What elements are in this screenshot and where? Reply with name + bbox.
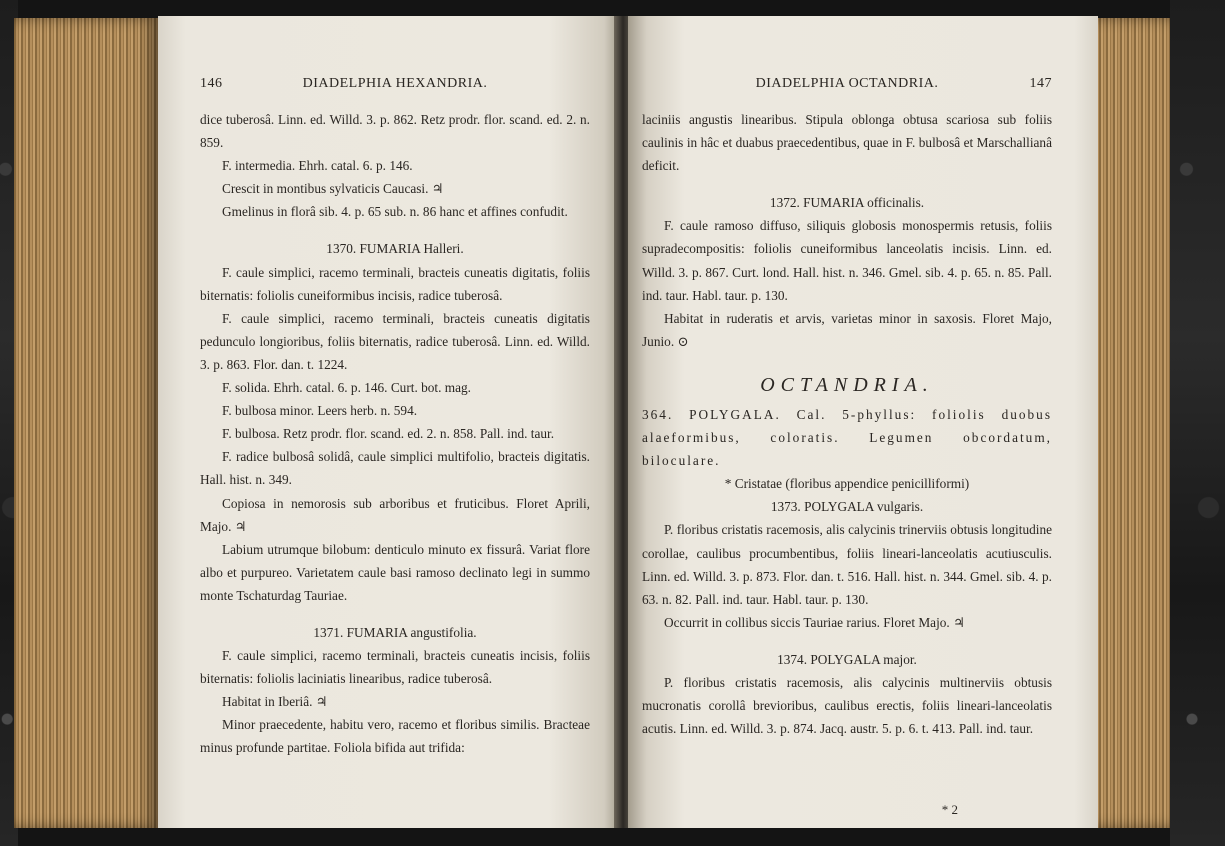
entry-heading: 1371. FUMARIA angustifolia. <box>313 624 477 640</box>
entry-heading: 1374. POLYGALA major. <box>777 651 917 667</box>
page-edges-left <box>14 18 160 828</box>
paragraph: dice tuberosâ. Linn. ed. Willd. 3. p. 862. Retz prodr. flor. scand. ed. 2. n. 859. <box>200 112 590 151</box>
paragraph: Habitat in ruderatis et arvis, varietas minor in saxosis. Floret Majo, Junio. ⊙ <box>642 310 1052 349</box>
left-page <box>158 16 618 828</box>
section-heading: OCTANDRIA. <box>760 373 934 396</box>
left-page-text <box>200 108 590 760</box>
paragraph: Copiosa in nemorosis sub arboribus et fruticibus. Floret Aprili, Majo. ♃ <box>200 495 590 534</box>
entry-heading: 1373. POLYGALA vulgaris. <box>770 499 924 515</box>
running-head: DIADELPHIA OCTANDRIA. <box>755 76 939 91</box>
paragraph: P. floribus cristatis racemosis, alis calycinis multinerviis obtusis mucronatis corollâ brevioribus, caulibus erectis, foliis lineari-lanceolatis acutis. Linn. ed. Willd. 3. p. 874. Jacq. austr. 5. p. 6. t. 413. Pall. ind. taur. <box>642 674 1052 737</box>
paragraph-gap <box>642 634 1052 648</box>
paragraph: Labium utrumque bilobum: denticulo minuto ex fissurâ. Variat flore albo et purpureo. Varietatem caule basi ramoso declinato legi in summo monte Tschaturdag Tauriae. <box>200 541 590 603</box>
left-header <box>200 76 590 96</box>
paragraph: Minor praecedente, habitu vero, racemo et floribus similis. Bracteae minus profunde partitae. Foliola bifida aut trifida: <box>200 717 590 756</box>
page-number: 147 <box>1029 76 1052 91</box>
paragraph-gap <box>200 607 590 621</box>
paragraph: F. intermedia. Ehrh. catal. 6. p. 146. <box>222 158 413 174</box>
paragraph: Crescit in montibus sylvaticis Caucasi. ♃ <box>222 181 444 197</box>
paragraph: F. caule simplici, racemo terminali, bracteis cuneatis incisis, foliis biternatis: foliolis laciniatis linearibus, radice tuberosâ. <box>200 648 590 687</box>
paragraph: F. bulbosa. Retz prodr. flor. scand. ed. 2. n. 858. Pall. ind. taur. <box>222 426 555 442</box>
cloth-right <box>1170 0 1225 846</box>
paragraph: Occurrit in collibus siccis Tauriae rarius. Floret Majo. ♃ <box>664 614 965 630</box>
paragraph: F. caule ramoso diffuso, siliquis globosis monospermis retusis, foliis supradecompositis: foliolis cuneiformibus lanceolatis incisis. Linn. ed. Willd. 3. p. 867. Curt. lond. Hall. hist. n. 346. Gmel. sib. 4. p. 65. n. 85. Pall. ind. taur. Habl. taur. p. 130. <box>642 218 1052 303</box>
paragraph: F. caule simplici, racemo terminali, bracteis cuneatis digitatis, foliis biternatis: foliolis cuneiformibus incisis, radice tuberosâ. <box>200 264 590 303</box>
paragraph-gap <box>642 353 1052 367</box>
paragraph: P. floribus cristatis racemosis, alis calycinis trinerviis obtusis longitudine corollae, caulibus procumbentibus, foliis lineari-lanceolatis acutiusculis. Linn. ed. Willd. 3. p. 873. Flor. dan. t. 516. Hall. hist. n. 344. Gmel. sib. 4. p. 63. n. 82. Pall. ind. taur. Habl. taur. p. 130. <box>642 522 1052 607</box>
running-head: DIADELPHIA HEXANDRIA. <box>302 76 488 91</box>
paragraph: Gmelinus in florâ sib. 4. p. 65 sub. n. 86 hanc et affines confudit. <box>222 204 568 220</box>
paragraph: laciniis angustis linearibus. Stipula oblonga obtusa scariosa sub foliis caulinis in hâc et duabus praecedentibus, quae in F. bulbosâ et Marschallianâ deficit. <box>642 112 1052 174</box>
entry-heading: 1370. FUMARIA Halleri. <box>326 241 464 257</box>
page-number: 146 <box>200 76 223 91</box>
right-header <box>642 76 1052 96</box>
entry-heading: 1372. FUMARIA officinalis. <box>769 195 925 211</box>
entry-heading: * Cristatae (floribus appendice penicilliformi) <box>724 476 970 492</box>
paragraph: 364. POLYGALA. Cal. 5-phyllus: foliolis duobus alaeformibus, coloratis. Legumen obcordatum, biloculare. <box>642 406 1052 469</box>
right-page <box>628 16 1098 828</box>
paragraph: F. radice bulbosâ solidâ, caule simplici multifolio, bracteis digitatis. Hall. hist. n. 349. <box>200 449 590 488</box>
paragraph: F. caule simplici, racemo terminali, bracteis cuneatis digitatis pedunculo longioribus, foliis biternatis, radice tuberosâ. Linn. ed. Willd. 3. p. 863. Flor. dan. t. 1224. <box>200 310 590 372</box>
paragraph: F. solida. Ehrh. catal. 6. p. 146. Curt. bot. mag. <box>222 380 471 396</box>
signature-mark: * 2 <box>941 802 958 817</box>
paragraph-gap <box>642 177 1052 191</box>
paragraph-gap <box>200 223 590 237</box>
paragraph: F. bulbosa minor. Leers herb. n. 594. <box>222 403 418 419</box>
paragraph: Habitat in Iberiâ. ♃ <box>222 694 328 710</box>
right-page-text <box>642 108 1052 740</box>
